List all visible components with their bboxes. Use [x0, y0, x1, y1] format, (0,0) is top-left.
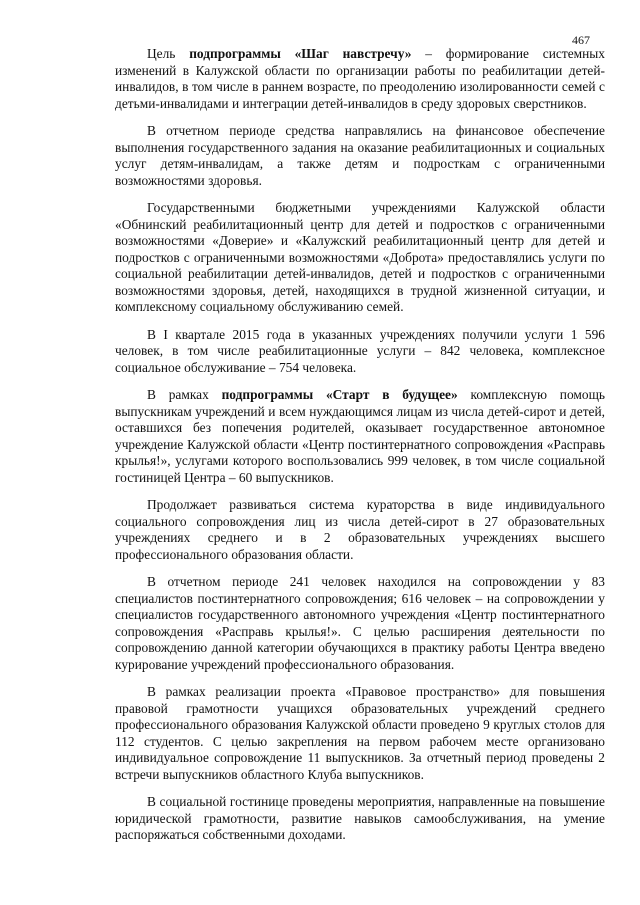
subprogram-title: подпрограммы «Шаг навстречу» — [189, 46, 412, 61]
paragraph-funding: В отчетном периоде средства направлялись на финансовое обеспечение выполнения государственного задания на оказание реабилитационных и социальных услуг детям-инвалидам, а также детям и подросткам с ограниченными возможностями здоровья. — [115, 123, 605, 188]
paragraph-legal-space: В рамках реализации проекта «Правовое пространство» для повышения правовой грамотности учащихся образовательных учреждений среднего профессионального образования Калужской области проведено 9 круглых столов для 112 студентов. С целью закрепления на первом рабочем месте организовано индивидуальное сопровождение 11 выпускников. За отчетный период проведены 2 встречи выпускников областного Клуба выпускников. — [115, 684, 605, 782]
paragraph-social-hotel: В социальной гостинице проведены мероприятия, направленные на повышение юридической грамотности, развитие навыков самообслуживания, на умение распоряжаться собственными доходами. — [115, 794, 605, 842]
paragraph-lead: Цель — [147, 46, 190, 61]
document-body — [115, 46, 605, 855]
page-number: 467 — [572, 33, 590, 47]
paragraph-support-stats: В отчетном периоде 241 человек находился на сопровождении у 83 специалистов постинтернатного сопровождения; 616 человек – на сопровождении у специалистов государственного автономного учреждения «Центр постинтернатного сопровождения «Расправь крылья!». С целью расширения деятельности по сопровождению данной категории обучающихся в практику работы Центра введено курирование учреждений профессионального образования. — [115, 574, 605, 672]
paragraph-curatorship: Продолжает развиваться система кураторства в виде индивидуального социального сопровождения лиц из числа детей-сирот в 27 образовательных учреждениях среднего и в 2 образовательных учреждениях высшего профессионального образования области. — [115, 497, 605, 562]
subprogram-title: подпрограммы «Старт в будущее» — [221, 387, 458, 402]
paragraph-text: комплексную помощь выпускникам учреждений и всем нуждающимся лицам из числа детей-сирот и детей, оставшихся без попечения родителей, оказывает государственное автономное учреждение Калужской области «Центр постинтернатного сопровождения «Расправь крылья!», услугами которого воспользовались 999 человек, в том числе социальной гостиницей Центра – 60 выпускников. — [115, 387, 605, 485]
paragraph-rehab-centers: Государственными бюджетными учреждениями Калужской области «Обнинский реабилитационный центр для детей и подростков с ограниченными возможностями «Доверие» и «Калужский реабилитационный центр для детей и подростков с ограниченными возможностями «Доброта» предоставлялись услуги по социальной реабилитации детей-инвалидов, детей и подростков с ограниченными возможностями здоровья, детей, находящихся в трудной жизненной ситуации, и комплексному социальному обслуживанию семей. — [115, 200, 605, 314]
paragraph-q1-stats: В I квартале 2015 года в указанных учреждениях получили услуги 1 596 человек, в том числе реабилитационные услуги – 842 человека, комплексное социальное обслуживание – 754 человека. — [115, 326, 605, 375]
paragraph-subprogram-start — [115, 387, 605, 486]
paragraph-subprogram-step-forward — [115, 46, 605, 112]
paragraph-text: – формирование системных изменений в Калужской области по организации работы по реабилитации детей-инвалидов, в том числе в раннем возрасте, по преодолению изолированности семей с детьми-инвалидами и интеграции детей-инвалидов в среду здоровых сверстников. — [115, 46, 605, 111]
paragraph-lead: В рамках — [147, 387, 222, 402]
